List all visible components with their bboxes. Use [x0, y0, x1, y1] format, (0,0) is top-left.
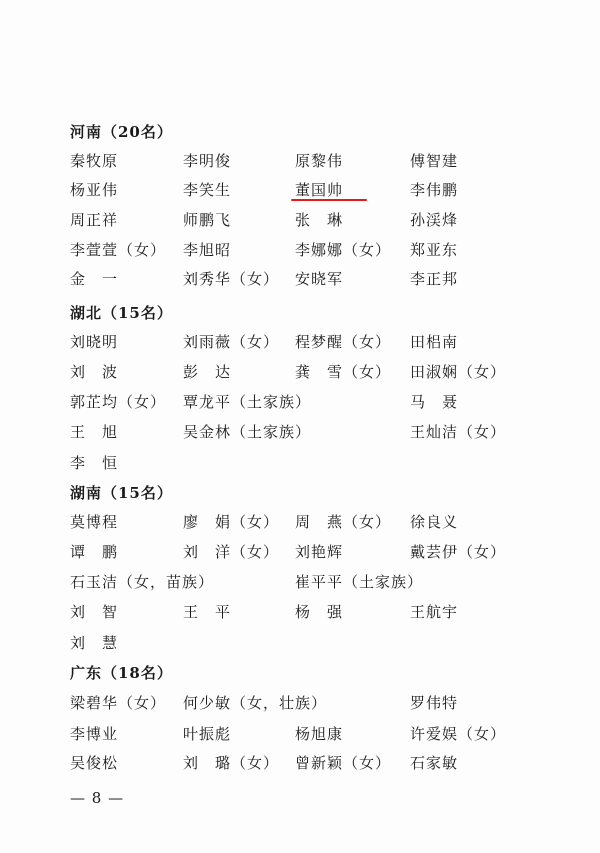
name-cell: 杨 强 [295, 603, 344, 621]
name-cell: 石玉洁（女，苗族） [70, 573, 215, 591]
name-cell: 吴金林（土家族） [183, 423, 312, 441]
section-title-hubei: 湖北（15名） [70, 304, 173, 322]
name-cell: 谭 鹏 [70, 543, 119, 561]
name-row [0, 361, 600, 383]
name-cell: 马 聂 [410, 393, 459, 411]
name-row [0, 150, 600, 172]
name-cell: 刘 波 [70, 363, 119, 381]
name-cell: 吴俊松 [70, 754, 119, 772]
name-cell: 石家敏 [410, 754, 459, 772]
name-row [0, 268, 600, 290]
name-cell: 崔平平（土家族） [295, 573, 424, 591]
name-cell: 傅智建 [410, 152, 459, 170]
name-cell: 周正祥 [70, 211, 119, 229]
name-cell: 李萱萱（女） [70, 241, 167, 259]
name-cell: 孙渓烽 [410, 211, 459, 229]
name-cell: 杨旭康 [295, 725, 344, 743]
name-cell: 罗伟特 [410, 694, 459, 712]
name-cell: 李博业 [70, 725, 119, 743]
name-cell: 徐良义 [410, 513, 459, 531]
name-cell: 刘艳辉 [295, 543, 344, 561]
name-cell: 莫博程 [70, 513, 119, 531]
name-cell: 田淑娴（女） [410, 363, 507, 381]
name-cell: 郭芷均（女） [70, 393, 167, 411]
name-row [0, 331, 600, 353]
name-cell: 周 燕（女） [295, 513, 392, 531]
name-row [0, 601, 600, 623]
name-cell: 刘 慧 [70, 634, 119, 652]
name-cell: 刘 智 [70, 603, 119, 621]
name-cell: 张 琳 [295, 211, 344, 229]
name-row [0, 391, 600, 413]
name-row [0, 452, 600, 474]
name-row [0, 179, 600, 201]
highlighted-name: 董国帅 [295, 181, 344, 199]
section-title-henan: 河南（20名） [70, 123, 173, 141]
name-cell: 廖 娟（女） [183, 513, 280, 531]
name-cell: 曾新颖（女） [295, 754, 392, 772]
name-cell: 郑亚东 [410, 241, 459, 259]
name-cell: 刘 璐（女） [183, 754, 280, 772]
name-cell: 何少敏（女，壮族） [183, 694, 328, 712]
name-row [0, 209, 600, 231]
name-cell: 秦牧原 [70, 152, 119, 170]
name-cell: 原黎伟 [295, 152, 344, 170]
name-cell: 覃龙平（土家族） [183, 393, 312, 411]
name-cell: 许爱娱（女） [410, 725, 507, 743]
name-cell: 李正邦 [410, 270, 459, 288]
section-title-guangdong: 广东（18名） [70, 664, 173, 682]
name-cell: 彭 达 [183, 363, 232, 381]
name-cell: 程梦醒（女） [295, 333, 392, 351]
name-row [0, 632, 600, 654]
name-cell: 李明俊 [183, 152, 232, 170]
name-cell: 刘 洋（女） [183, 543, 280, 561]
name-cell: 王 平 [183, 603, 232, 621]
name-cell: 李 恒 [70, 454, 119, 472]
name-cell: 安晓军 [295, 270, 344, 288]
name-row [0, 239, 600, 261]
name-cell: 王 旭 [70, 423, 119, 441]
red-underline-mark [291, 199, 367, 201]
name-cell: 刘雨薇（女） [183, 333, 280, 351]
name-cell: 金 一 [70, 270, 119, 288]
name-cell: 龚 雪（女） [295, 363, 392, 381]
name-row [0, 511, 600, 533]
name-row [0, 421, 600, 443]
name-cell: 李旭昭 [183, 241, 232, 259]
section-title-hunan: 湖南（15名） [70, 484, 173, 502]
name-cell: 叶振彪 [183, 725, 232, 743]
name-cell: 戴芸伊（女） [410, 543, 507, 561]
name-cell: 师鹏飞 [183, 211, 232, 229]
page-number: — 8 — [70, 789, 125, 807]
name-cell: 田梠南 [410, 333, 459, 351]
name-cell: 杨亚伟 [70, 181, 119, 199]
name-cell: 王灿洁（女） [410, 423, 507, 441]
name-row [0, 571, 600, 593]
name-cell: 刘秀华（女） [183, 270, 280, 288]
name-row [0, 541, 600, 563]
name-cell: 李娜娜（女） [295, 241, 392, 259]
name-cell: 刘晓明 [70, 333, 119, 351]
name-cell: 梁碧华（女） [70, 694, 167, 712]
name-cell: 王航宇 [410, 603, 459, 621]
name-cell: 李笑生 [183, 181, 232, 199]
name-row [0, 692, 600, 714]
name-cell: 李伟鹏 [410, 181, 459, 199]
name-row [0, 723, 600, 745]
name-row [0, 752, 600, 774]
